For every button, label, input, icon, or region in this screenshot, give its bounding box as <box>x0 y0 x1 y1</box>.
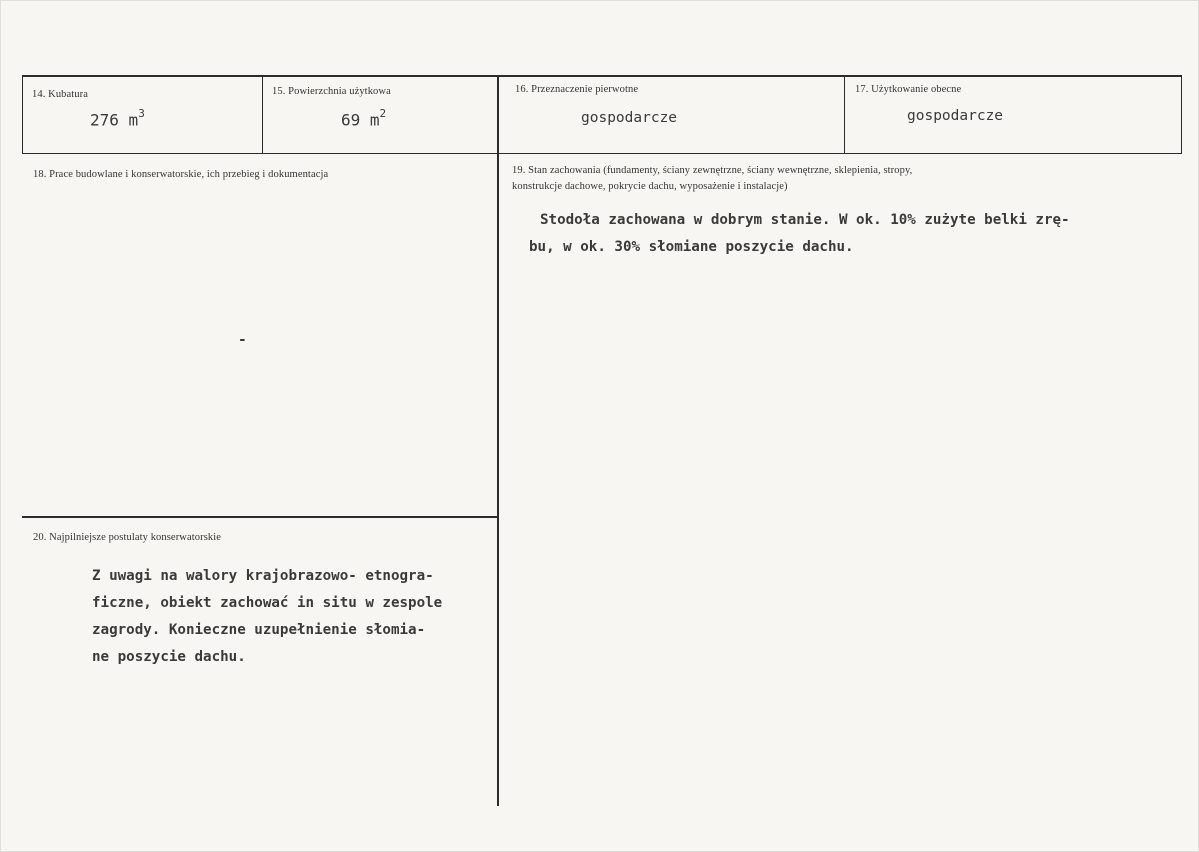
postulaty-label: 20. Najpilniejsze postulaty konserwatorskie <box>33 532 222 543</box>
row1-bottom-rule <box>22 153 1182 154</box>
stan-zachowania-label-line1: 19. Stan zachowania (fundamenty, ściany zewnętrzne, ściany wewnętrzne, sklepienia, stropy, <box>512 165 913 176</box>
postulaty-line-1: Z uwagi na walory krajobrazowo- etnogra- <box>92 568 434 584</box>
powierzchnia-unit: m <box>369 110 380 130</box>
powierzchnia-value <box>341 109 386 129</box>
postulaty-line-3: zagrody. Konieczne uzupełnienie słomia- <box>92 622 426 638</box>
kubatura-number: 276 <box>90 110 119 130</box>
kubatura-value <box>90 109 145 129</box>
przeznaczenie-label: 16. Przeznaczenie pierwotne <box>515 84 639 95</box>
powierzchnia-exponent: 2 <box>379 107 387 120</box>
postulaty-text <box>92 563 442 671</box>
powierzchnia-label: 15. Powierzchnia użytkowa <box>272 86 391 97</box>
prace-budowlane-label: 18. Prace budowlane i konserwatorskie, ich przebieg i dokumentacja <box>33 169 329 180</box>
stan-zachowania-label-line2: konstrukcje dachowe, pokrycie dachu, wyposażenie i instalacje) <box>512 181 788 192</box>
uzytkowanie-value: gospodarcze <box>907 108 1004 124</box>
divider-14-15 <box>262 77 263 154</box>
kubatura-label: 14. Kubatura <box>32 89 89 100</box>
top-rule <box>22 75 1182 77</box>
main-vertical-divider <box>497 154 499 806</box>
stan-zachowania-text <box>529 207 1070 261</box>
kubatura-unit: m <box>128 110 139 130</box>
przeznaczenie-value: gospodarcze <box>581 110 678 126</box>
powierzchnia-number: 69 <box>341 110 361 130</box>
kubatura-exponent: 3 <box>138 107 145 120</box>
prace-budowlane-value: - <box>238 332 247 348</box>
left-border <box>22 75 23 154</box>
stan-zachowania-line-1: Stodoła zachowana w dobrym stanie. W ok. 10% zużyte belki zrę- <box>540 212 1070 228</box>
divider-15-16 <box>497 77 499 154</box>
postulaty-line-2: ficzne, obiekt zachować in situ w zespole <box>92 595 443 611</box>
divider-16-17 <box>844 77 845 154</box>
field18-bottom-rule <box>22 516 498 518</box>
uzytkowanie-label: 17. Użytkowanie obecne <box>855 84 962 95</box>
postulaty-line-4: ne poszycie dachu. <box>92 649 246 665</box>
stan-zachowania-line-2: bu, w ok. 30% słomiane poszycie dachu. <box>529 239 854 255</box>
right-border <box>1181 75 1182 154</box>
